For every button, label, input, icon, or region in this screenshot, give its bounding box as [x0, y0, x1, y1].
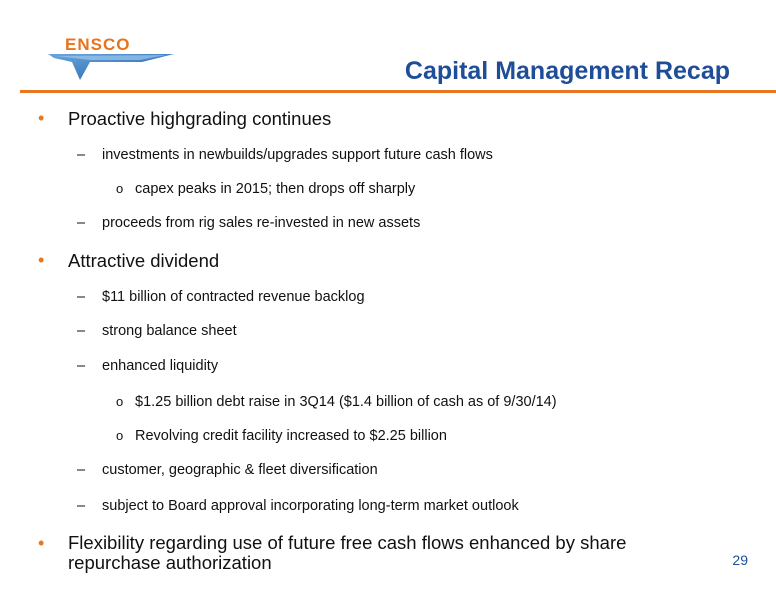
logo-wing-icon — [46, 52, 178, 82]
bullet-marker: • — [38, 533, 45, 553]
sub-sub-bullet-text: Revolving credit facility increased to $2.25 billion — [135, 428, 447, 444]
dash-marker: – — [77, 323, 86, 339]
logo-wordmark: ENSCO — [65, 35, 131, 54]
bullet-text: Proactive highgrading continues — [68, 108, 332, 129]
sub-bullet-text: strong balance sheet — [102, 323, 237, 339]
sub-sub-bullet-text: $1.25 billion debt raise in 3Q14 ($1.4 billion of cash as of 9/30/14) — [135, 394, 557, 410]
ensco-logo — [46, 36, 178, 82]
dash-marker: – — [77, 215, 86, 231]
slide-title: Capital Management Recap — [404, 57, 730, 85]
dash-marker: – — [77, 462, 86, 478]
page-number: 29 — [732, 552, 748, 568]
sub-bullet-text: customer, geographic & fleet diversification — [102, 462, 378, 478]
sub-bullet-text: investments in newbuilds/upgrades support future cash flows — [102, 147, 493, 163]
circle-marker: o — [116, 394, 124, 409]
dash-marker: – — [77, 147, 86, 163]
dash-marker: – — [77, 498, 86, 514]
bullet-marker: • — [38, 108, 45, 128]
sub-bullet-text: subject to Board approval incorporating long-term market outlook — [102, 498, 519, 514]
sub-bullet-text: enhanced liquidity — [102, 358, 219, 374]
sub-bullet-text: proceeds from rig sales re-invested in new assets — [102, 215, 421, 231]
title-divider — [20, 90, 776, 93]
circle-marker: o — [116, 428, 124, 443]
circle-marker: o — [116, 181, 124, 196]
bullet-text: Attractive dividend — [68, 250, 220, 271]
sub-sub-bullet-text: capex peaks in 2015; then drops off sharply — [135, 181, 416, 197]
bullet-text: Flexibility regarding use of future free cash flows enhanced by share repurchase authorization — [68, 532, 627, 573]
bullet-marker: • — [38, 250, 45, 270]
dash-marker: – — [77, 289, 86, 305]
dash-marker: – — [77, 358, 86, 374]
sub-bullet-text: $11 billion of contracted revenue backlog — [102, 289, 365, 305]
